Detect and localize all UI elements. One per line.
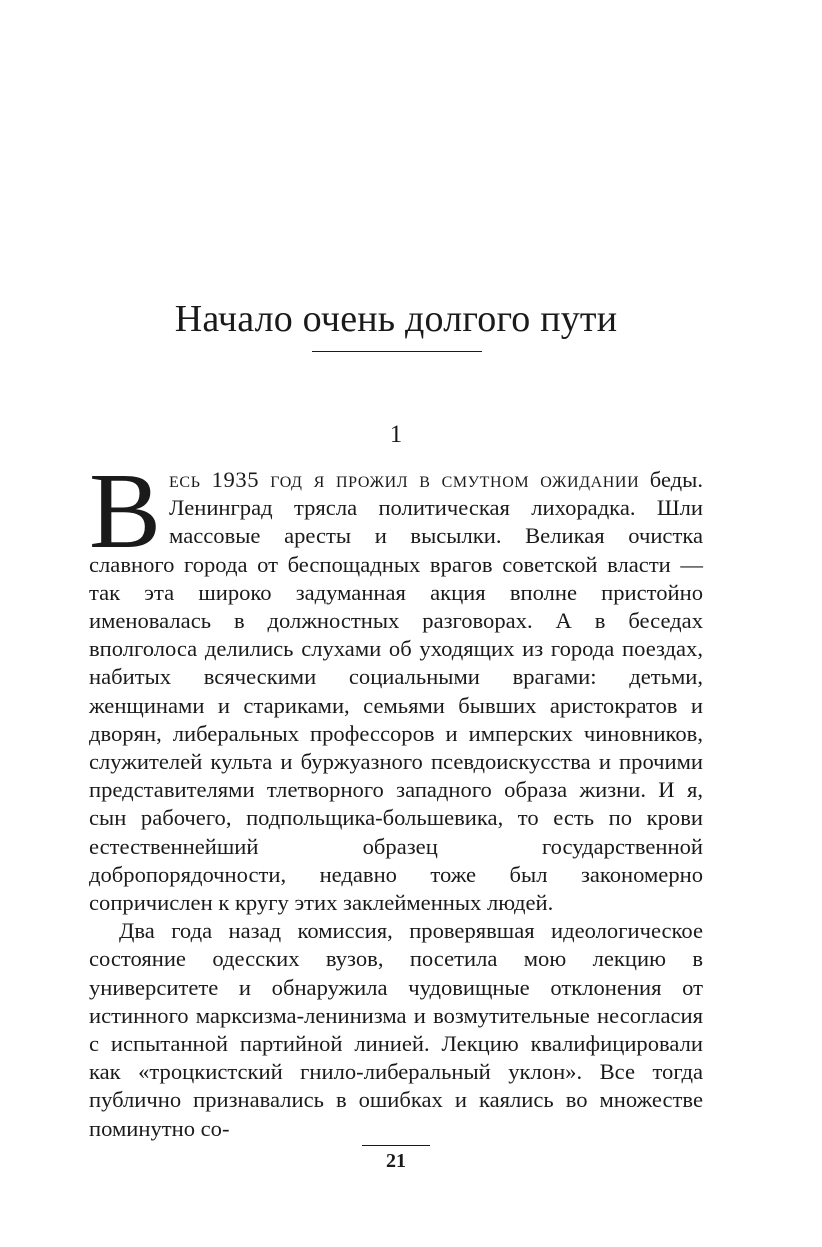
- chapter-title: Начало очень долгого пути: [174, 298, 618, 340]
- paragraph-2: Два года назад комиссия, проверявшая идеологическое состояние одесских вузов, посетила мою лекцию в университете и обнаружила чудовищные отклонения от истинного марксизма-ленинизма и возмутительные несогласия с испытанной партийной линией. Лекцию квалифицировали как «троцкистский гнило-либеральный уклон». Все тогда публично признавались в ошибках и каялись во множестве поминутно со-: [89, 918, 703, 1141]
- drop-cap: В: [89, 452, 162, 571]
- footer-divider: [362, 1145, 430, 1146]
- paragraph-1: [89, 452, 703, 917]
- section-number: 1: [389, 421, 403, 448]
- body-text: [89, 452, 703, 1143]
- lead-in-small-caps: есь 1935 год я прожил в смутном ожидании: [169, 467, 640, 492]
- page-number: 21: [386, 1150, 406, 1172]
- paragraph-1-text: беды. Ленинград трясла политическая лихорадка. Шли массовые аресты и высылки. Великая очистка славного города от беспощадных врагов советской власти — так эта широко задуманная акция вполне пристойно именовалась в должностных разговорах. А в беседах вполголоса делились слухами об уходящих из города поездах, набитых всяческими социальными врагами: детьми, женщинами и стариками, семьями бывших аристократов и дворян, либеральных профессоров и имперских чиновников, служителей культа и буржуазного псевдоискусства и прочими представителями тлетворного западного образа жизни. И я, сын рабочего, подпольщика-большевика, то есть по крови естественнейший образец государственной добропорядочности, недавно тоже был закономерно сопричислен к кругу этих заклейменных людей.: [89, 467, 703, 916]
- title-divider: [312, 351, 482, 352]
